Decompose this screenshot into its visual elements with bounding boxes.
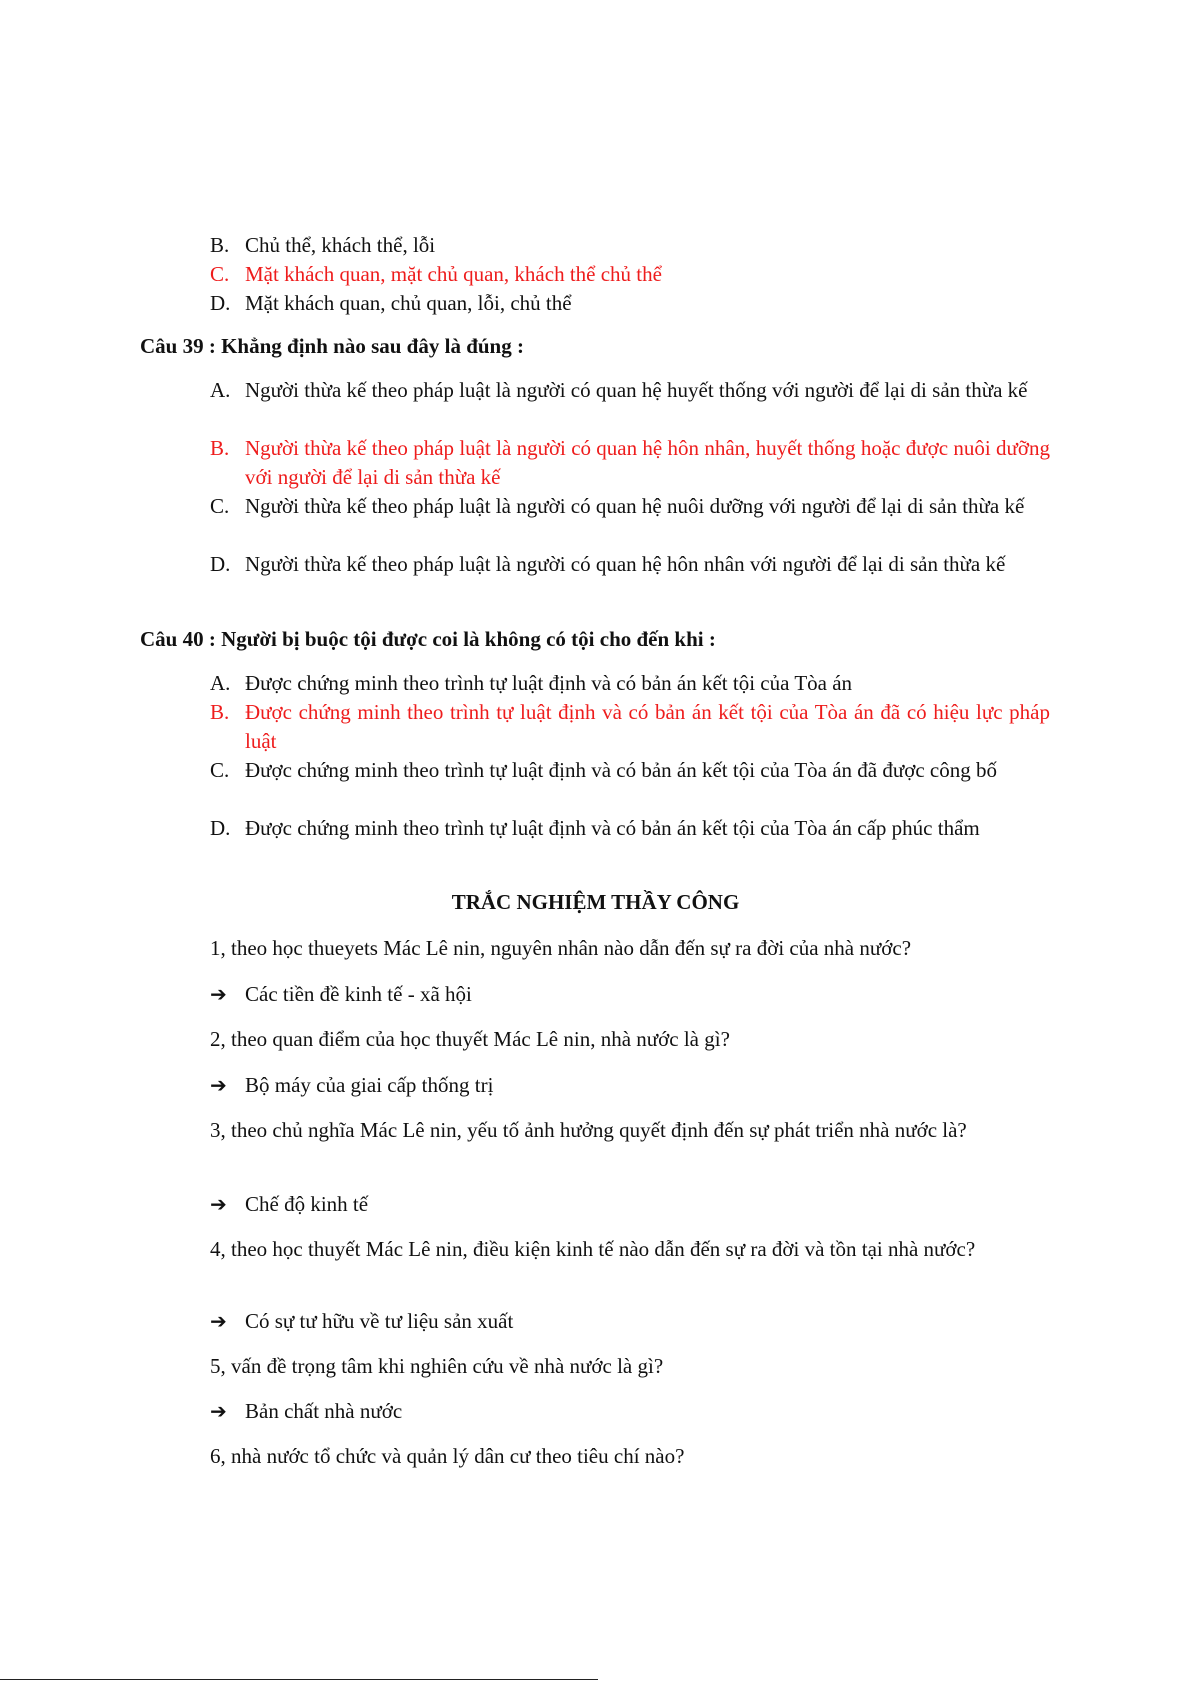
option-text: Được chứng minh theo trình tự luật định và có bản án kết tội của Tòa án bbox=[245, 671, 853, 695]
option-text: Mặt khách quan, chủ quan, lỗi, chủ thể bbox=[245, 291, 572, 315]
q39-option-c bbox=[210, 492, 1050, 521]
answer-text: Các tiền đề kinh tế - xã hội bbox=[245, 982, 472, 1006]
option-text: Người thừa kế theo pháp luật là người có quan hệ huyết thống với người để lại di sản thừa kế bbox=[245, 378, 1028, 402]
quiz-question-1: 1, theo học thueyets Mác Lê nin, nguyên nhân nào dẫn đến sự ra đời của nhà nước? bbox=[210, 936, 912, 960]
arrow-icon: ➔ bbox=[210, 1073, 227, 1097]
arrow-icon: ➔ bbox=[210, 982, 227, 1006]
option-letter: A. bbox=[210, 378, 231, 402]
option-letter: B. bbox=[210, 436, 230, 460]
answer-text: Bản chất nhà nước bbox=[245, 1399, 403, 1423]
arrow-icon: ➔ bbox=[210, 1309, 227, 1333]
quiz-question-5: 5, vấn đề trọng tâm khi nghiên cứu về nhà nước là gì? bbox=[210, 1354, 664, 1378]
quiz-answer-1 bbox=[210, 980, 472, 1009]
quiz-answer-2 bbox=[210, 1071, 493, 1100]
q39-option-d bbox=[210, 550, 1050, 579]
option-letter: A. bbox=[210, 671, 231, 695]
option-letter: C. bbox=[210, 494, 230, 518]
quiz-question-2: 2, theo quan điểm của học thuyết Mác Lê nin, nhà nước là gì? bbox=[210, 1027, 730, 1051]
option-letter: B. bbox=[210, 700, 230, 724]
option-letter: B. bbox=[210, 233, 230, 257]
q40-option-c bbox=[210, 756, 1050, 785]
option-letter: D. bbox=[210, 291, 231, 315]
option-text: Mặt khách quan, mặt chủ quan, khách thể chủ thể bbox=[245, 262, 662, 286]
option-text: Người thừa kế theo pháp luật là người có quan hệ hôn nhân với người để lại di sản thừa kế bbox=[245, 552, 1006, 576]
quiz-answer-5 bbox=[210, 1397, 402, 1426]
quiz-question-4: 4, theo học thuyết Mác Lê nin, điều kiện kinh tế nào dẫn đến sự ra đời và tồn tại nhà nước? bbox=[210, 1237, 976, 1261]
q38-option-d bbox=[210, 289, 1050, 318]
option-letter: C. bbox=[210, 758, 230, 782]
q40-heading: Câu 40 : Người bị buộc tội được coi là không có tội cho đến khi : bbox=[140, 627, 716, 651]
answer-text: Có sự tư hữu về tư liệu sản xuất bbox=[245, 1309, 514, 1333]
q39-option-b-correct bbox=[210, 434, 1050, 492]
q38-option-c-correct bbox=[210, 260, 1050, 289]
option-letter: C. bbox=[210, 262, 230, 286]
option-text: Được chứng minh theo trình tự luật định và có bản án kết tội của Tòa án đã có hiệu lực pháp luật bbox=[245, 700, 1050, 753]
arrow-icon: ➔ bbox=[210, 1399, 227, 1423]
answer-text: Chế độ kinh tế bbox=[245, 1192, 369, 1216]
q40-option-b-correct bbox=[210, 698, 1050, 756]
q38-option-b bbox=[210, 231, 1050, 260]
quiz-answer-4 bbox=[210, 1307, 513, 1336]
section-title: TRẮC NGHIỆM THẦY CÔNG bbox=[451, 890, 740, 914]
answer-text: Bộ máy của giai cấp thống trị bbox=[245, 1073, 494, 1097]
footer-divider bbox=[0, 1679, 598, 1680]
option-letter: D. bbox=[210, 552, 231, 576]
option-text: Người thừa kế theo pháp luật là người có quan hệ hôn nhân, huyết thống hoặc được nuôi dưỡng với người để lại di sản thừa kế bbox=[245, 436, 1050, 489]
q40-option-a bbox=[210, 669, 1050, 698]
option-text: Chủ thể, khách thể, lỗi bbox=[245, 233, 436, 257]
q39-heading: Câu 39 : Khẳng định nào sau đây là đúng : bbox=[140, 334, 524, 358]
q40-option-d bbox=[210, 814, 1050, 843]
option-letter: D. bbox=[210, 816, 231, 840]
option-text: Được chứng minh theo trình tự luật định và có bản án kết tội của Tòa án đã được công bố bbox=[245, 758, 997, 782]
arrow-icon: ➔ bbox=[210, 1192, 227, 1216]
option-text: Được chứng minh theo trình tự luật định và có bản án kết tội của Tòa án cấp phúc thẩm bbox=[245, 816, 980, 840]
quiz-answer-3 bbox=[210, 1190, 368, 1219]
quiz-question-3: 3, theo chủ nghĩa Mác Lê nin, yếu tố ảnh hưởng quyết định đến sự phát triển nhà nước là? bbox=[210, 1118, 967, 1142]
q39-option-a bbox=[210, 376, 1050, 405]
quiz-question-6: 6, nhà nước tổ chức và quản lý dân cư theo tiêu chí nào? bbox=[210, 1444, 685, 1468]
option-text: Người thừa kế theo pháp luật là người có quan hệ nuôi dưỡng với người để lại di sản thừa kế bbox=[245, 494, 1025, 518]
